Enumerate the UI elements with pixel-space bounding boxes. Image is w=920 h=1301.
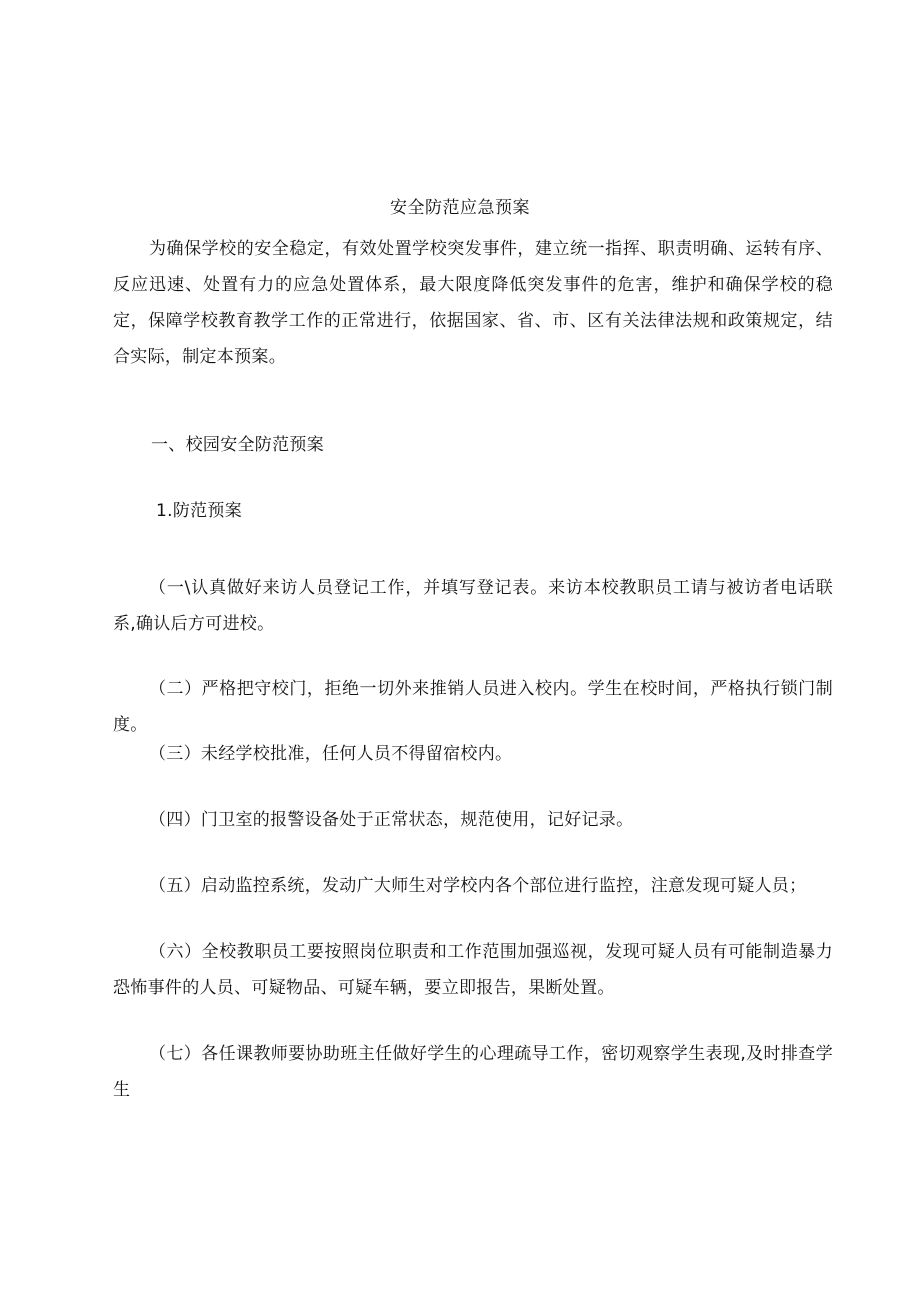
item-paragraph-7: （七）各任课教师要协助班主任做好学生的心理疏导工作，密切观察学生表现,及时排查学生 bbox=[113, 1044, 833, 1100]
item-paragraph-4: （四）门卫室的报警设备处于正常状态，规范使用，记好记录。 bbox=[149, 810, 634, 830]
item-paragraph-3: （三）未经学校批准，任何人员不得留宿校内。 bbox=[149, 744, 513, 764]
document-title: 安全防范应急预案 bbox=[390, 198, 530, 218]
item-paragraph-2: （二）严格把守校门，拒绝一切外来推销人员进入校内。学生在校时间，严格执行锁门制度。 bbox=[113, 679, 833, 735]
intro-paragraph: 为确保学校的安全稳定，有效处置学校突发事件，建立统一指挥、职责明确、运转有序、反应迅速、处置有力的应急处置体系，最大限度降低突发事件的危害，维护和确保学校的稳定，保障学校教育教学工作的正常进行，依据国家、省、市、区有关法律法规和政策规定，结合实际，制定本预案。 bbox=[113, 239, 833, 367]
item-paragraph-1: （一\认真做好来访人员登记工作，并填写登记表。来访本校教职员工请与被访者电话联系,确认后方可进校。 bbox=[113, 578, 833, 634]
subsection-heading: 1.防范预案 bbox=[156, 501, 243, 521]
item-paragraph-5: （五）启动监控系统，发动广大师生对学校内各个部位进行监控，注意发现可疑人员； bbox=[149, 876, 807, 896]
section-heading: 一、校园安全防范预案 bbox=[151, 435, 324, 455]
item-paragraph-6: （六）全校教职员工要按照岗位职责和工作范围加强巡视，发现可疑人员有可能制造暴力恐怖事件的人员、可疑物品、可疑车辆，要立即报告，果断处置。 bbox=[113, 942, 833, 998]
